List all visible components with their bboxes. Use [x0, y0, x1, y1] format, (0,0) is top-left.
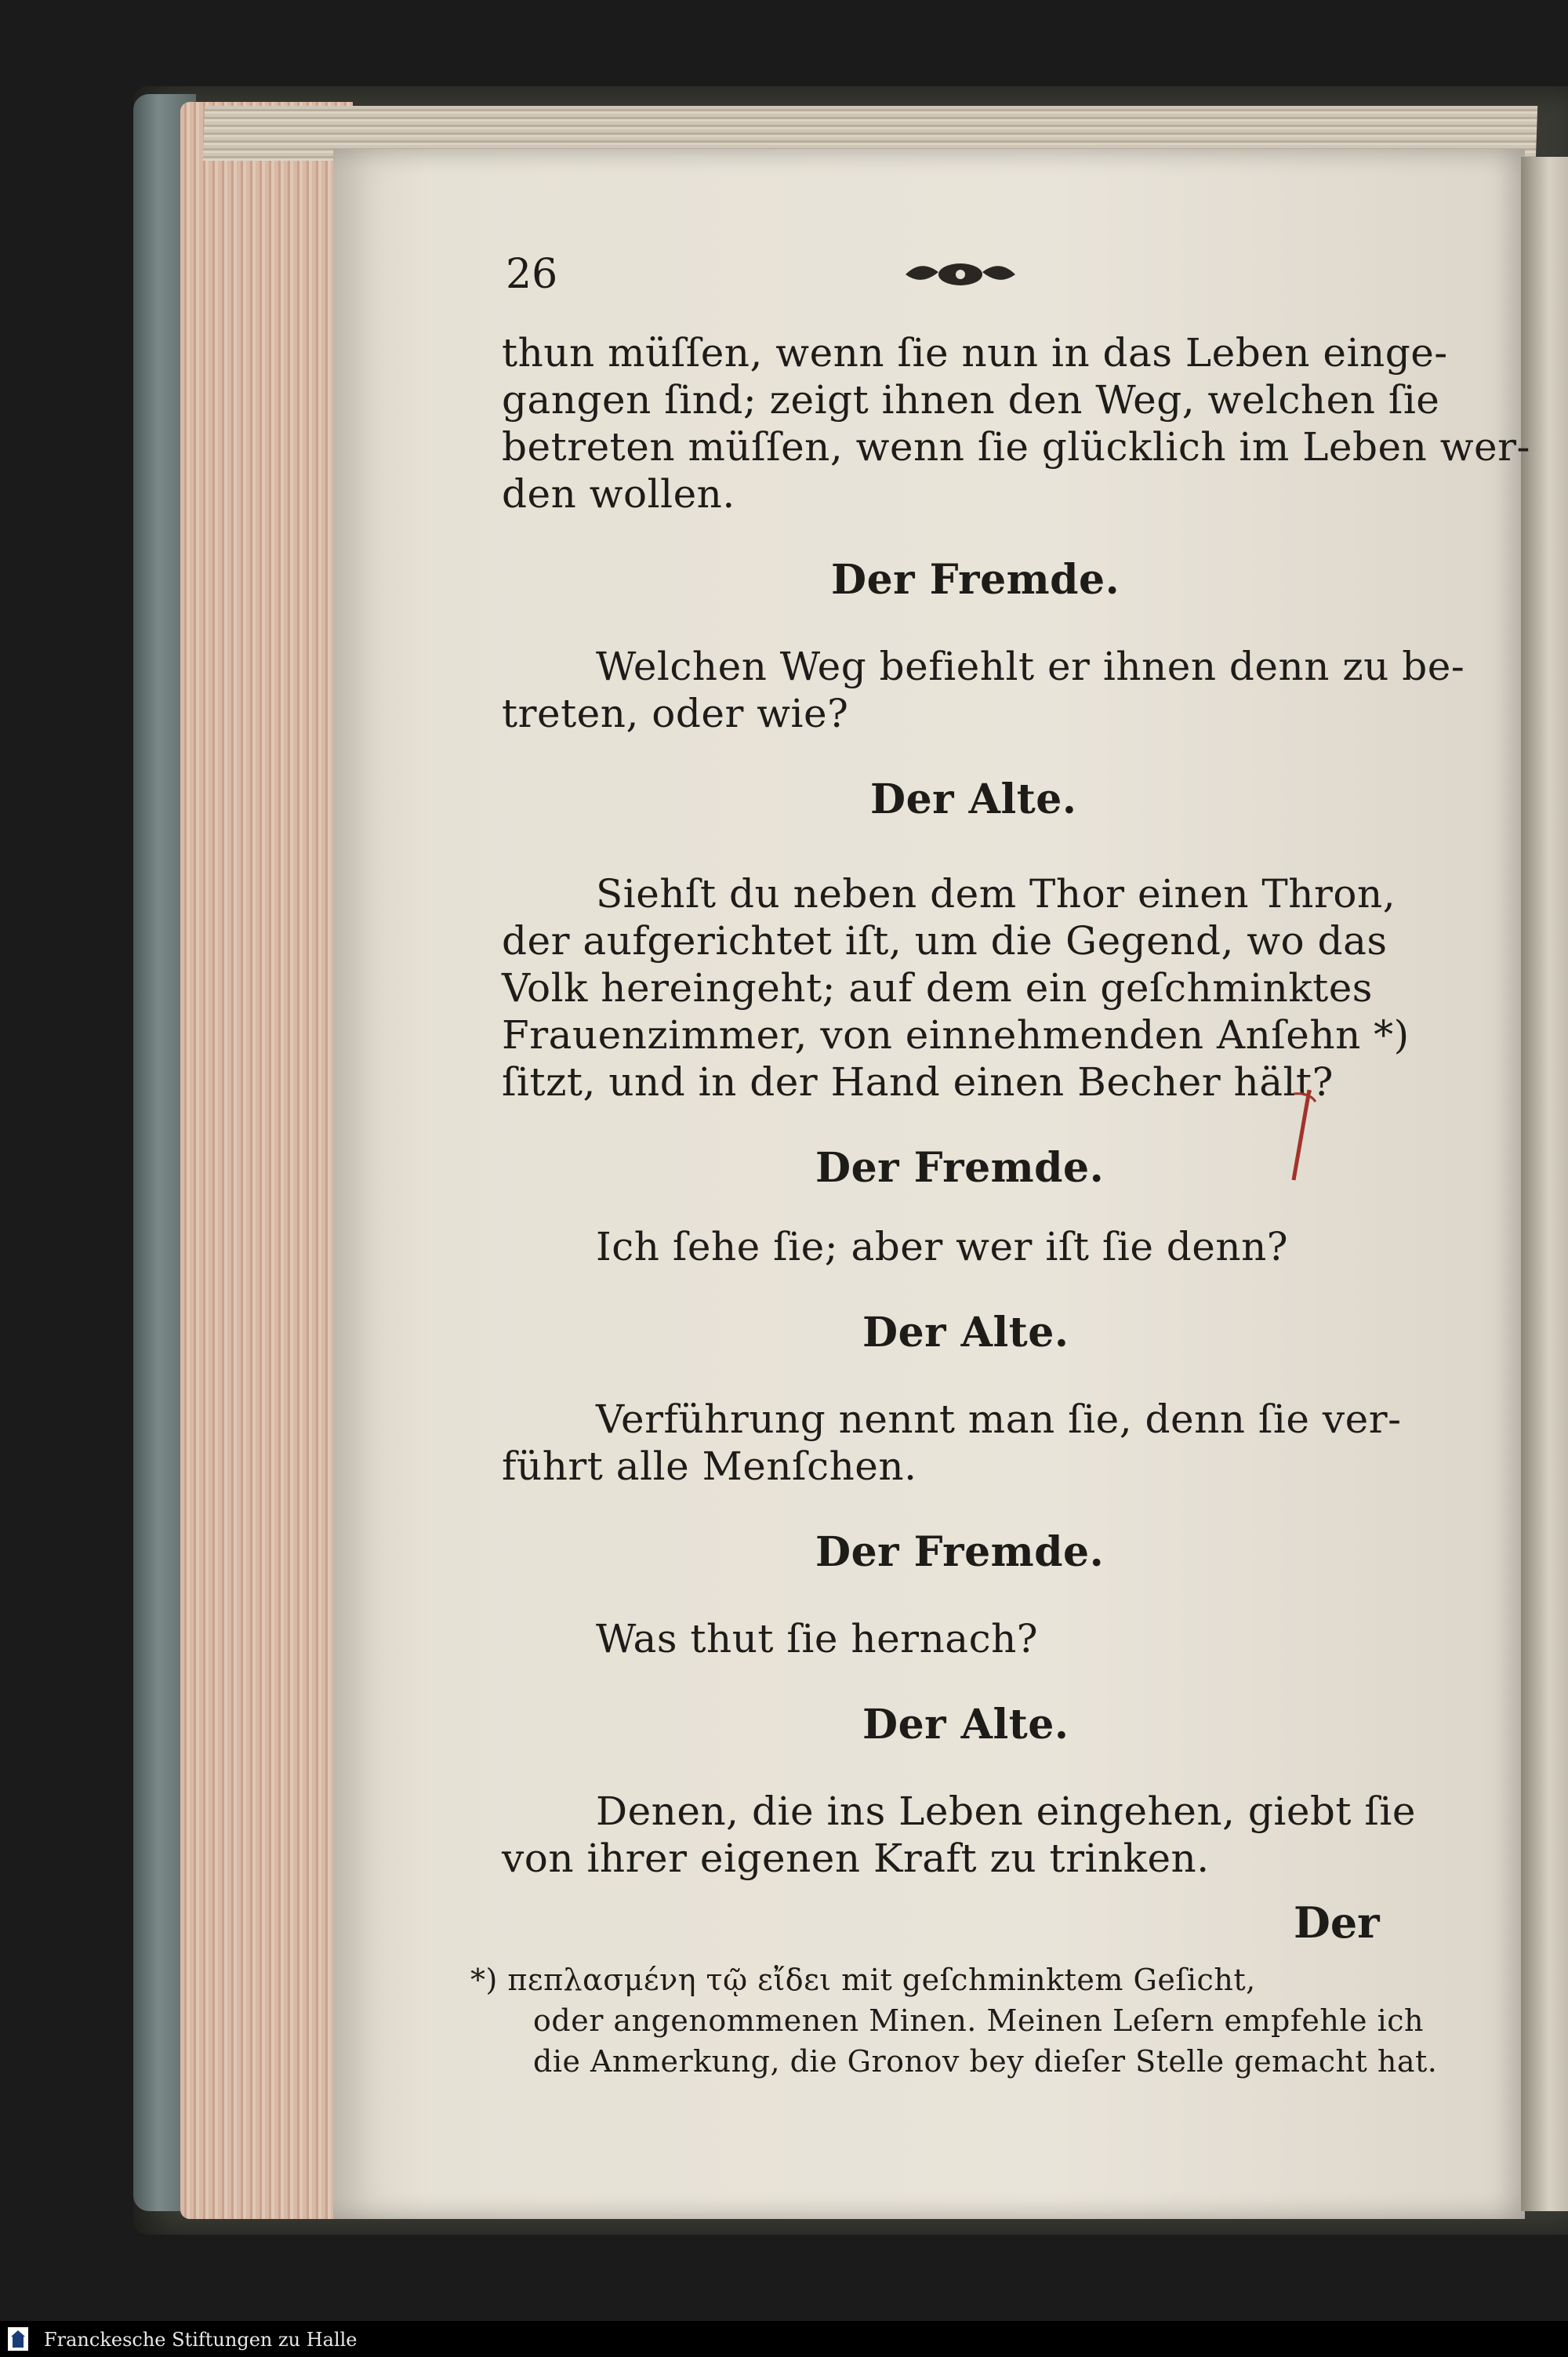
- text-line: führt alle Menſchen.: [502, 1444, 917, 1489]
- footer-institution: Franckesche Stiftungen zu Halle: [44, 2329, 358, 2351]
- text-line: Volk hereingeht; auf dem ein geſchminktes: [502, 965, 1373, 1011]
- text-line: den wollen.: [502, 471, 735, 517]
- page-number: 26: [506, 251, 558, 298]
- body-text: [502, 329, 1530, 1882]
- text-line: ſitzt, und in der Hand einen Becher hält?: [502, 1059, 1334, 1105]
- footnote-line: *) πεπλασμένη τῷ εἴδει mit geſchminktem Geſicht,: [470, 1963, 1256, 1997]
- footnote-line: die Anmerkung, die Gronov bey dieſer Stelle gemacht hat.: [533, 2044, 1438, 2079]
- catchword: Der: [1294, 1898, 1380, 1948]
- text-line: Welchen Weg befiehlt er ihnen denn zu be-: [596, 644, 1465, 689]
- text-line: der aufgerichtet iſt, um die Gegend, wo das: [502, 918, 1388, 964]
- speaker-heading: Der Fremde.: [815, 1528, 1105, 1576]
- speaker-heading: Der Fremde.: [831, 556, 1120, 604]
- text-line: Denen, die ins Leben eingehen, giebt ſie: [596, 1789, 1417, 1834]
- text-line: Ich ſehe ſie; aber wer iſt ſie denn?: [596, 1224, 1289, 1269]
- text-line: von ihrer eigenen Kraft zu trinken.: [502, 1836, 1210, 1881]
- footnote-line: oder angenommenen Minen. Meinen Leſern empfehle ich: [533, 2003, 1425, 2038]
- speaker-heading: Der Alte.: [862, 1309, 1069, 1356]
- text-line: Was thut ſie hernach?: [596, 1616, 1039, 1662]
- text-line: Siehſt du neben dem Thor einen Thron,: [596, 871, 1396, 917]
- red-pencil-mark: [1286, 1086, 1317, 1188]
- text-line: Verführung nennt man ſie, denn ſie ver-: [596, 1396, 1402, 1442]
- text-line: thun müſſen, wenn ſie nun in das Leben einge-: [502, 330, 1448, 376]
- page-stack-edge: [180, 102, 353, 2219]
- text-line: betreten müſſen, wenn ſie glücklich im Leben wer-: [502, 424, 1530, 470]
- speaker-heading: Der Alte.: [870, 775, 1077, 823]
- ornament-icon: [902, 255, 1019, 294]
- speaker-heading: Der Alte.: [862, 1701, 1069, 1749]
- institution-logo-icon: [6, 2326, 30, 2352]
- text-line: treten, oder wie?: [502, 691, 849, 736]
- speaker-heading: Der Fremde.: [815, 1144, 1105, 1192]
- text-line: Frauenzimmer, von einnehmenden Anſehn *): [502, 1012, 1410, 1058]
- text-line: gangen ſind; zeigt ihnen den Weg, welchen ſie: [502, 377, 1440, 423]
- footnote: [470, 1960, 1474, 2094]
